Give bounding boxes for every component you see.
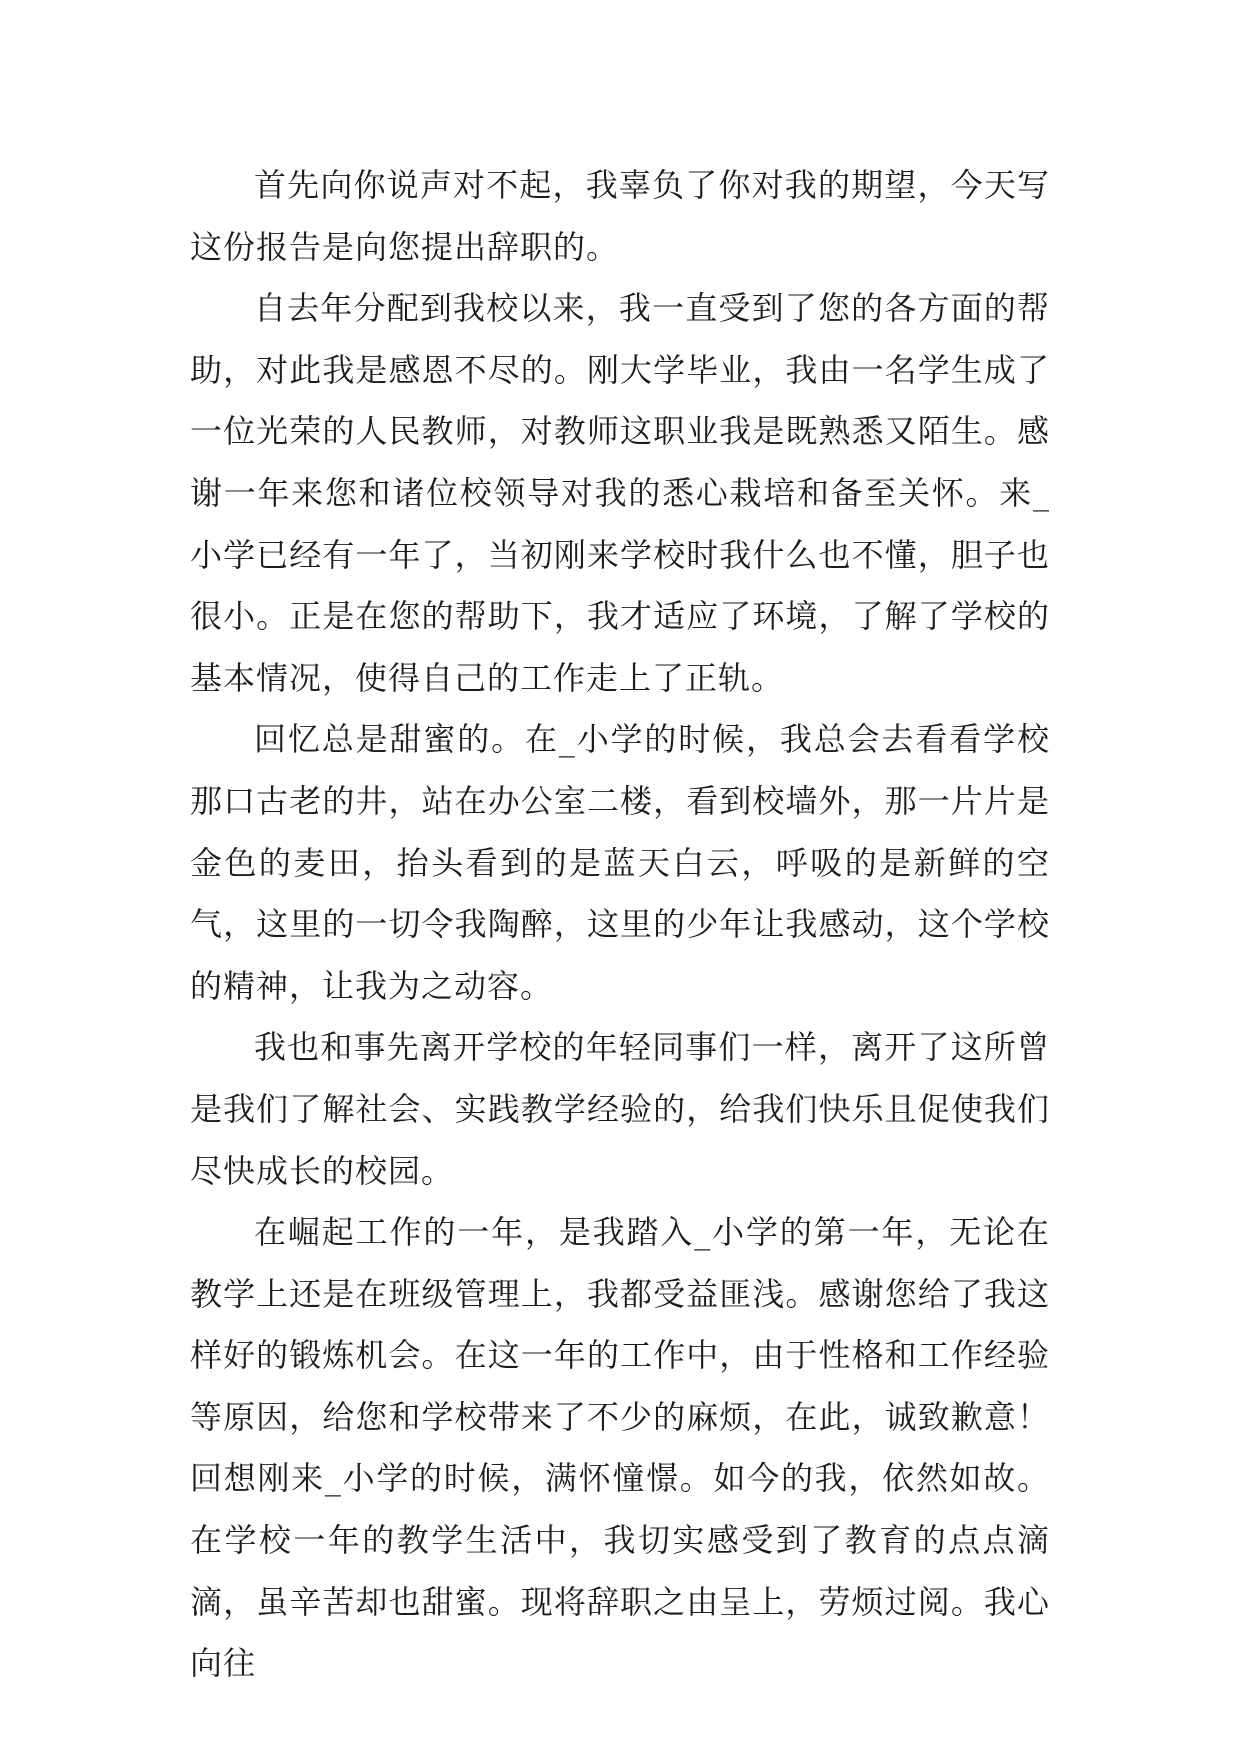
letter-body — [190, 155, 1050, 1695]
paragraph-colleagues: 我也和事先离开学校的年轻同事们一样，离开了这所曾是我们了解社会、实践教学经验的，给我们快乐且促使我们尽快成长的校园。 — [190, 1028, 1050, 1190]
paragraph-first-year: 在崛起工作的一年，是我踏入_小学的第一年，无论在教学上还是在班级管理上，我都受益匪浅。感谢您给了我这样好的锻炼机会。在这一年的工作中，由于性格和工作经验等原因，给您和学校带来了不少的麻烦，在此，诚致歉意！回想刚来_小学的时候，满怀憧憬。如今的我，依然如故。在学校一年的教学生活中，我切实感受到了教育的点点滴滴，虽辛苦却也甜蜜。现将辞职之由呈上，劳烦过阅。我心向往 — [190, 1213, 1050, 1683]
paragraph-apology: 首先向你说声对不起，我辜负了你对我的期望，今天写这份报告是向您提出辞职的。 — [190, 166, 1050, 266]
paragraph-gratitude: 自去年分配到我校以来，我一直受到了您的各方面的帮助，对此我是感恩不尽的。刚大学毕业，我由一名学生成了一位光荣的人民教师，对教师这职业我是既熟悉又陌生。感谢一年来您和诸位校领导对我的悉心栽培和备至关怀。来_小学已经有一年了，当初刚来学校时我什么也不懂，胆子也很小。正是在您的帮助下，我才适应了环境，了解了学校的基本情况，使得自己的工作走上了正轨。 — [190, 289, 1050, 697]
paragraph-memories: 回忆总是甜蜜的。在_小学的时候，我总会去看看学校那口古老的井，站在办公室二楼，看到校墙外，那一片片是金色的麦田，抬头看到的是蓝天白云，呼吸的是新鲜的空气，这里的一切令我陶醉，这里的少年让我感动，这个学校的精神，让我为之动容。 — [190, 720, 1050, 1005]
